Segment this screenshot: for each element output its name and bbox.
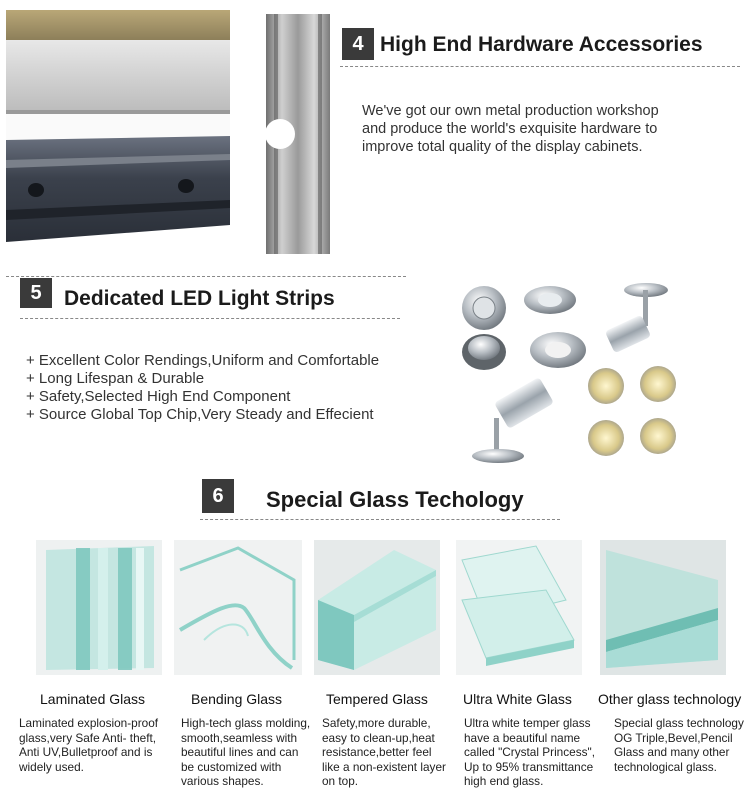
bending-desc-line: High-tech glass molding, — [181, 716, 311, 730]
other-glass-title: Other glass technology — [598, 691, 742, 707]
ultra-white-desc-line: Up to 95% transmittance — [464, 759, 594, 774]
laminated-desc-line: glass,very Safe Anti- theft, — [19, 730, 157, 745]
section-4-description-line-3: improve total quality of the display cabinets. — [362, 139, 643, 155]
tempered-desc-line: like a non-existent layer — [322, 759, 446, 774]
laminated-desc-line: Laminated explosion-proof — [19, 716, 159, 730]
other-desc-line: Glass and many other — [614, 745, 730, 760]
tempered-desc-line: on top. — [322, 774, 359, 789]
section-4-description-line-2: and produce the world's exquisite hardware to — [362, 121, 658, 137]
section-4-divider — [340, 66, 740, 67]
section-6-badge: 6 — [202, 479, 234, 513]
bending-desc-line: beautiful lines and can — [181, 745, 299, 760]
bending-glass-description — [181, 716, 321, 789]
bending-glass-image — [174, 540, 302, 675]
section-6-title: Special Glass Techology — [266, 487, 524, 512]
laminated-desc-line: widely used. — [19, 759, 84, 774]
ultra-white-glass-title: Ultra White Glass — [463, 691, 572, 707]
led-feature-item: + Long Lifespan & Durable — [26, 370, 205, 387]
bending-desc-line: various shapes. — [181, 774, 264, 789]
section-5-divider — [20, 318, 400, 319]
other-desc-line: technological glass. — [614, 759, 717, 774]
other-desc-line: Special glass technology — [614, 716, 744, 730]
ultra-white-glass-image — [456, 540, 582, 675]
ultra-white-desc-line: called "Crystal Princess", — [464, 745, 595, 760]
ultra-white-desc-line: Ultra white temper glass — [464, 716, 591, 730]
section-4-description-line-1: We've got our own metal production workshop — [362, 103, 659, 119]
section-5-title: Dedicated LED Light Strips — [64, 287, 335, 310]
tempered-glass-title: Tempered Glass — [326, 691, 428, 707]
section-4-badge: 4 — [342, 28, 374, 60]
laminated-glass-image — [36, 540, 162, 675]
led-feature-list — [26, 352, 379, 424]
ultra-white-desc-line: have a beautiful name — [464, 730, 581, 745]
section-4-description — [362, 102, 722, 156]
led-feature-item: + Source Global Top Chip,Very Steady and Effecient — [26, 406, 374, 423]
section-5-divider-top — [6, 276, 406, 277]
section-4-title: High End Hardware Accessories — [380, 33, 703, 56]
tempered-desc-line: resistance,better feel — [322, 745, 432, 760]
led-feature-item: + Excellent Color Rendings,Uniform and Comfortable — [26, 352, 380, 369]
laminated-glass-description — [19, 716, 171, 774]
metal-bar-image — [266, 14, 330, 254]
led-feature-item: + Safety,Selected High End Component — [26, 388, 291, 405]
section-6-divider — [200, 519, 560, 520]
bending-desc-line: be customized with — [181, 759, 282, 774]
tempered-glass-description — [322, 716, 462, 789]
led-lights-image — [458, 278, 688, 466]
bending-desc-line: smooth,seamless with — [181, 730, 298, 745]
other-desc-line: OG Triple,Bevel,Pencil — [614, 730, 733, 745]
tempered-desc-line: Safety,more durable, — [322, 716, 431, 730]
tempered-glass-image — [314, 540, 440, 675]
aluminum-profile-image — [6, 10, 230, 245]
laminated-desc-line: Anti UV,Bulletproof and is — [19, 745, 153, 760]
section-5-badge: 5 — [20, 278, 52, 308]
other-glass-image — [600, 540, 726, 675]
other-glass-description — [614, 716, 750, 774]
tempered-desc-line: easy to clean-up,heat — [322, 730, 435, 745]
ultra-white-glass-description — [464, 716, 606, 789]
laminated-glass-title: Laminated Glass — [40, 691, 146, 707]
ultra-white-desc-line: high end glass. — [464, 774, 544, 789]
bending-glass-title: Bending Glass — [191, 691, 283, 707]
